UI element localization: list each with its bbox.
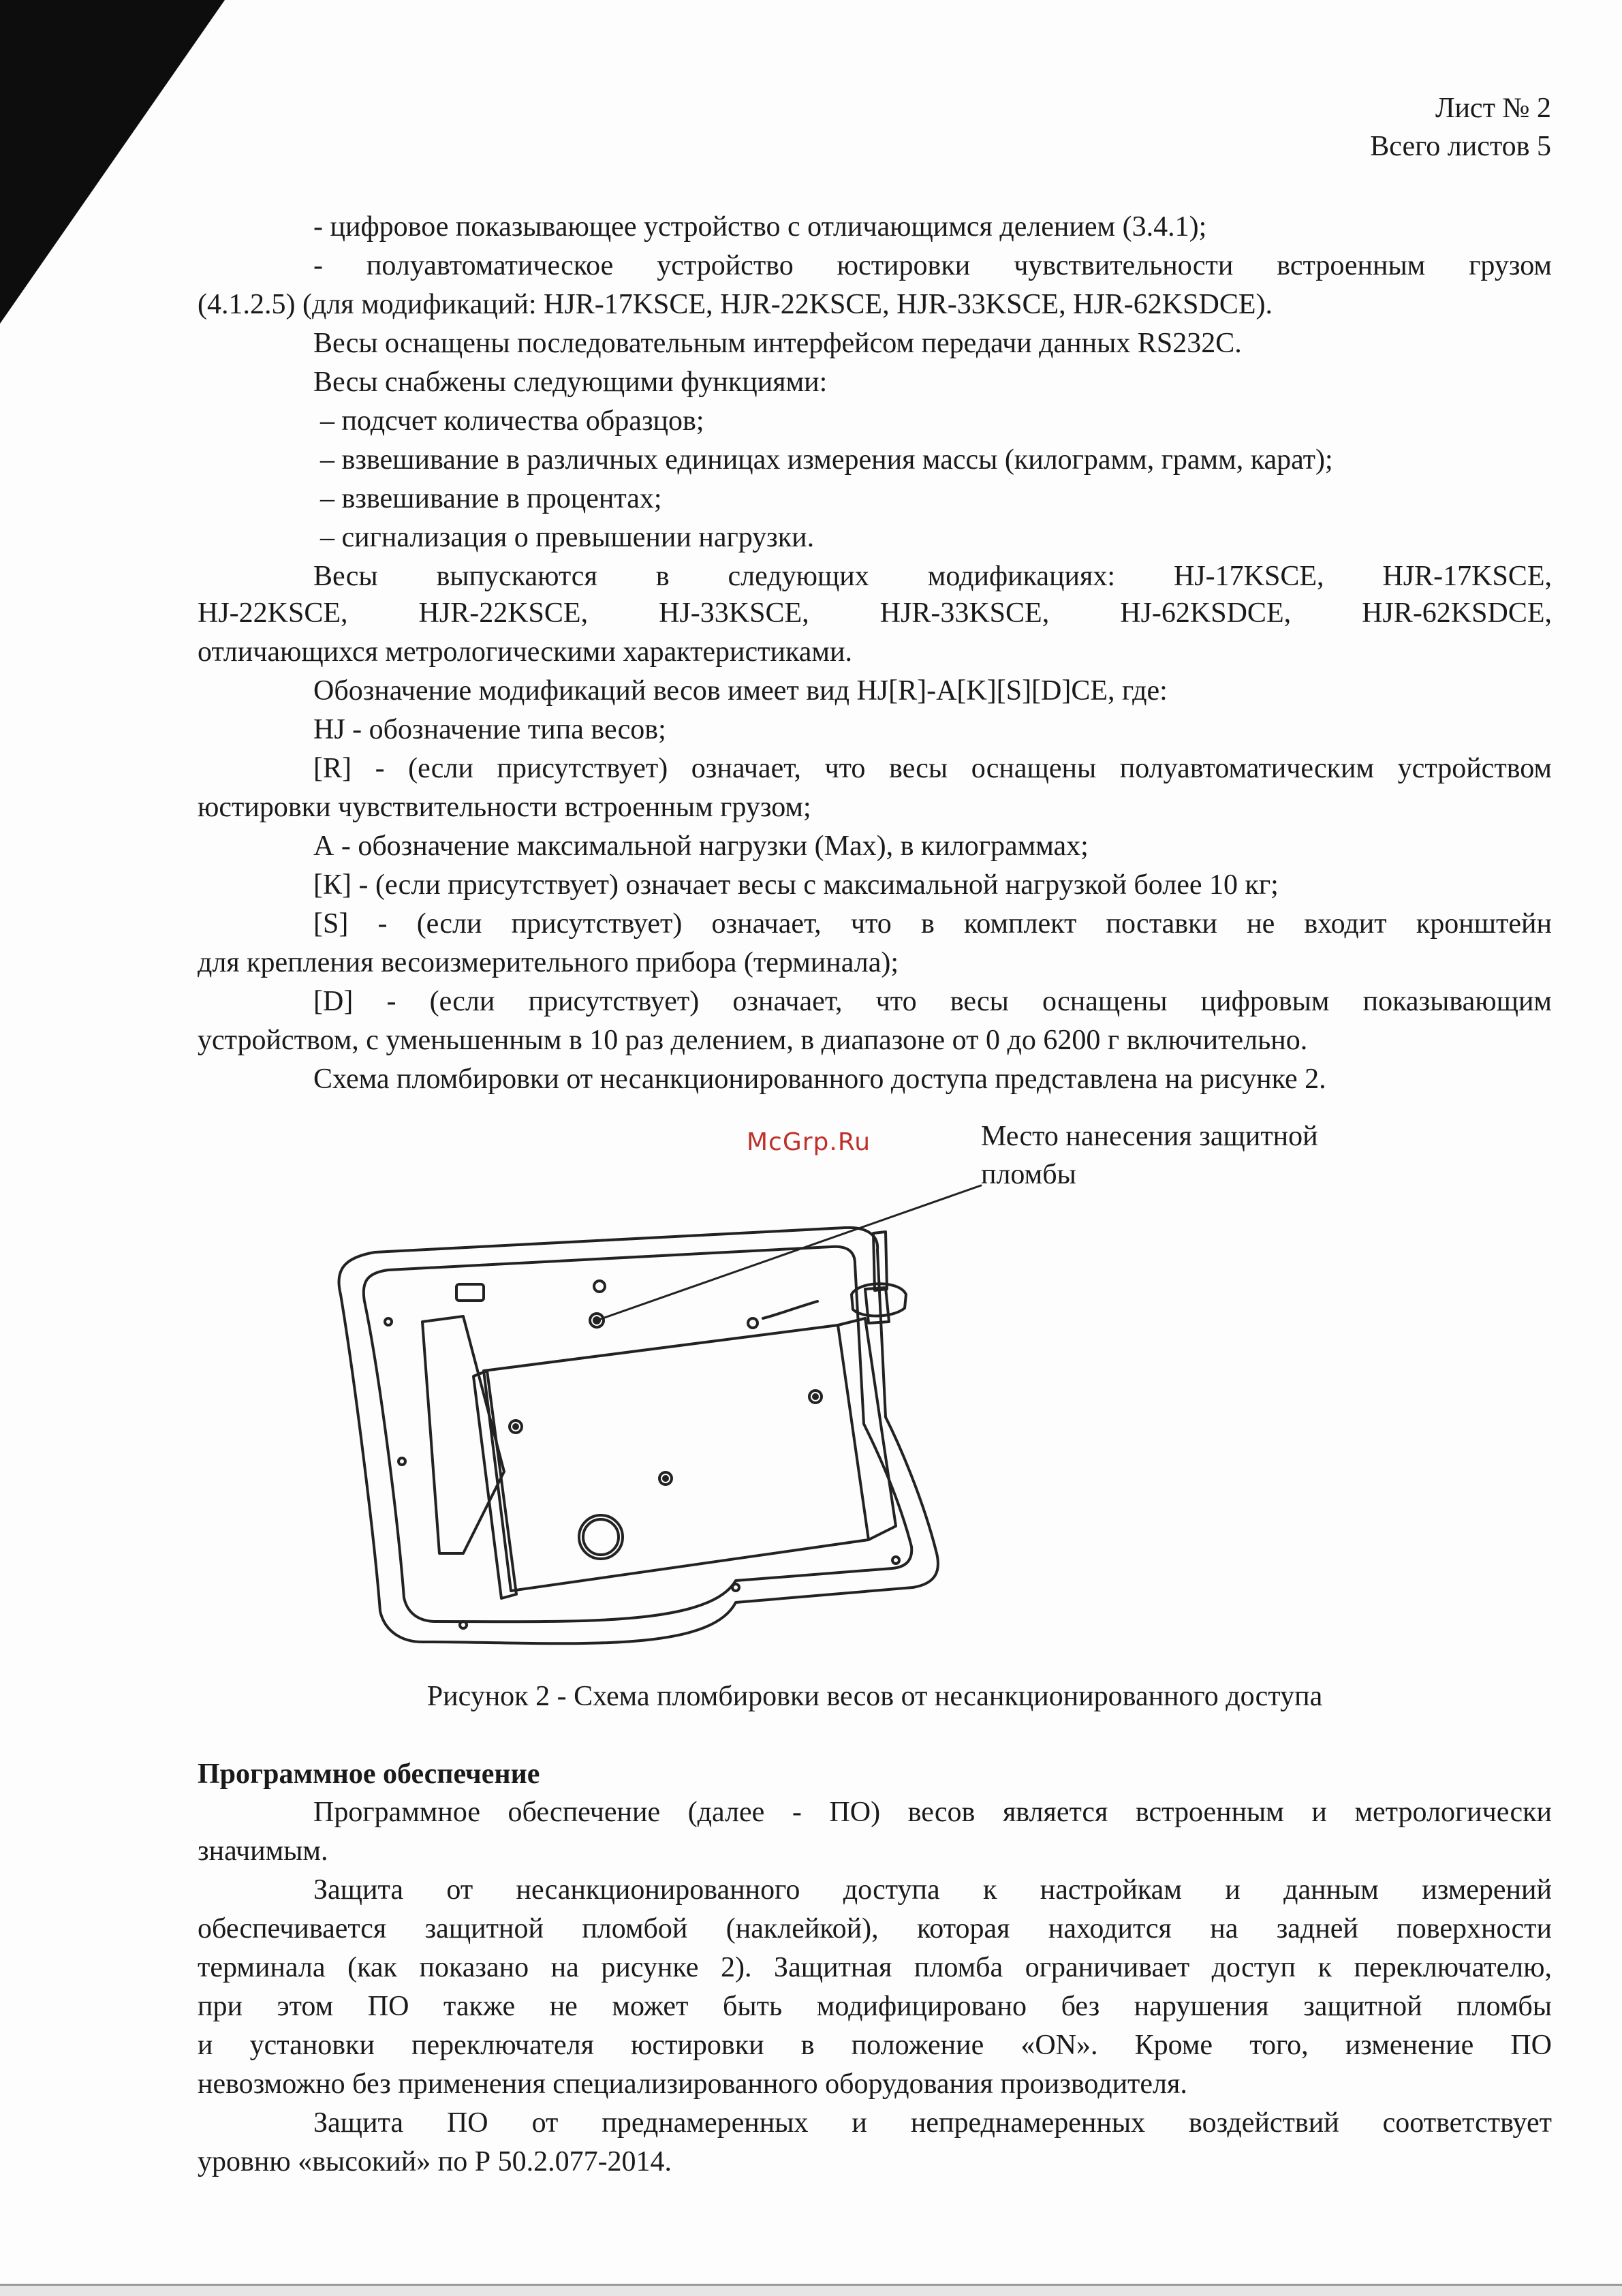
back-cover-plate [484,1325,869,1591]
text-line: значимым. [198,1835,328,1867]
text-line: Программное обеспечение (далее - ПО) весов является встроенным и метрологически [313,1797,1552,1828]
text-line: Обозначение модификаций весов имеет вид HJ[R]-A[K][S][D]CE, где: [313,675,1168,707]
leader-line [597,1185,981,1320]
text-line: при этом ПО также не может быть модифицировано без нарушения защитной пломбы [198,1991,1552,2022]
text-line: невозможно без применения специализированного оборудования производителя. [198,2068,1187,2100]
scan-bottom-edge [0,2284,1622,2296]
text-line: отличающихся метрологическими характеристиками. [198,636,852,668]
sheet-total: Всего листов 5 [1370,131,1551,162]
text-line: устройством, с уменьшенным в 10 раз делением, в диапазоне от 0 до 6200 г включительно. [198,1025,1308,1056]
terminal-seal-diagram [300,1117,1049,1662]
text-line: [D] - (если присутствует) означает, что весы оснащены цифровым показывающим [313,986,1552,1017]
text-line: Весы выпускаются в следующих модификациях: HJ-17KSCE, HJR-17KSCE, [313,561,1552,592]
text-line: - цифровое показывающее устройство с отличающимся делением (3.4.1); [313,211,1207,243]
text-line: (4.1.2.5) (для модификаций: HJR-17KSCE, HJR-22KSCE, HJR-33KSCE, HJR-62KSDCE). [198,289,1273,320]
text-line: Защита от несанкционированного доступа к настройкам и данным измерений [313,1874,1552,1906]
text-line: Весы снабжены следующими функциями: [313,367,828,398]
text-line: - полуавтоматическое устройство юстировки чувствительности встроенным грузом [313,250,1552,281]
terminal-inner-rim [364,1247,911,1622]
text-line: [К] - (если присутствует) означает весы с максимальной нагрузкой более 10 кг; [313,869,1279,901]
section-heading: Программное обеспечение [198,1758,540,1790]
text-line: [S] - (если присутствует) означает, что в комплект поставки не входит кронштейн [313,908,1552,940]
seal-label-line: Место нанесения защитной [981,1121,1318,1152]
list-item: – взвешивание в различных единицах измерения массы (килограмм, грамм, карат); [320,444,1333,476]
text-line: уровню «высокий» по Р 50.2.077-2014. [198,2146,672,2177]
list-item: – взвешивание в процентах; [320,483,662,514]
watermark: McGrp.Ru [747,1128,871,1156]
text-line: обеспечивается защитной пломбой (наклейкой), которая находится на задней поверхности [198,1913,1552,1944]
text-line: Весы оснащены последовательным интерфейсом передачи данных RS232C. [313,328,1242,359]
text-line: Защита ПО от преднамеренных и непреднамеренных воздействий соответствует [313,2107,1552,2139]
connector-port [579,1515,623,1559]
text-line: для крепления весоизмерительного прибора (терминала); [198,947,899,978]
terminal-outer-shell [339,1228,937,1643]
text-line: А - обозначение максимальной нагрузки (Max), в килограммах; [313,831,1089,862]
text-line: и установки переключателя юстировки в положение «ON». Кроме того, изменение ПО [198,2030,1552,2061]
scan-corner-shadow [0,0,232,327]
list-item: – сигнализация о превышении нагрузки. [320,522,815,553]
list-item: – подсчет количества образцов; [320,405,704,437]
figure-caption: Рисунок 2 - Схема пломбировки весов от несанкционированного доступа [426,1681,1323,1712]
text-line: HJ-22KSCE, HJR-22KSCE, HJ-33KSCE, HJR-33KSCE, HJ-62KSDCE, HJR-62KSDCE, [198,598,1552,629]
text-line: терминала (как показано на рисунке 2). Защитная пломба ограничивает доступ к переключателю, [198,1952,1552,1983]
text-line: HJ - обозначение типа весов; [313,714,666,745]
text-line: Схема пломбировки от несанкционированного доступа представлена на рисунке 2. [313,1064,1326,1095]
sheet-number: Лист № 2 [1435,93,1551,124]
text-line: [R] - (если присутствует) означает, что весы оснащены полуавтоматическим устройством [313,753,1552,784]
text-line: юстировки чувствительности встроенным грузом; [198,792,811,823]
seal-label-line: пломбы [981,1159,1076,1190]
